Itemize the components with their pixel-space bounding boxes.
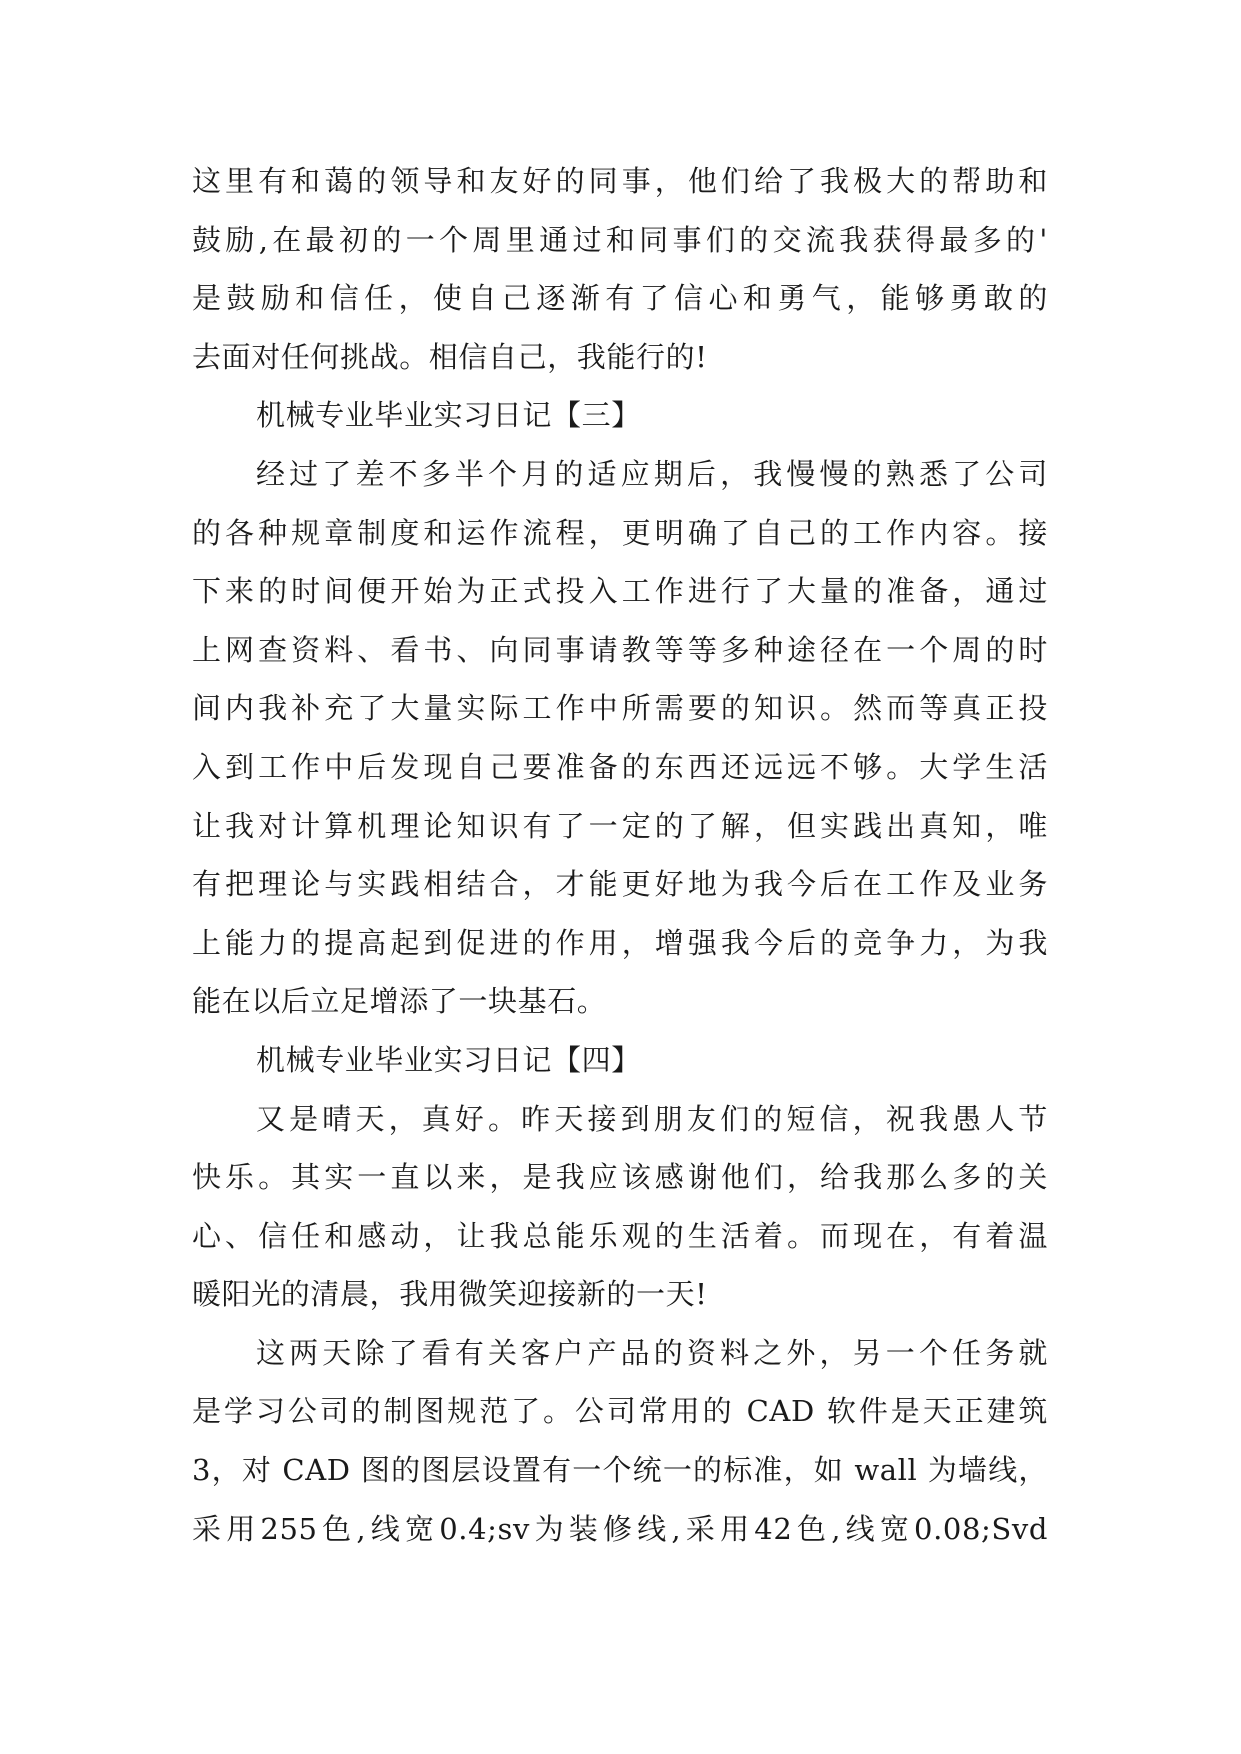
text-line: 暖阳光的清晨，我用微笑迎接新的一天!	[192, 1277, 708, 1312]
text-line: 去面对任何挑战。相信自己，我能行的!	[192, 339, 708, 374]
document-body	[192, 152, 1048, 1558]
text-line: 又是晴天，真好。昨天接到朋友们的短信，祝我愚人节	[256, 1101, 1048, 1136]
text-line: 上网查资料、看书、向同事请教等等多种途径在一个周的时	[192, 632, 1048, 667]
text-line: 的各种规章制度和运作流程，更明确了自己的工作内容。接	[192, 515, 1048, 550]
text-line: 快乐。其实一直以来，是我应该感谢他们，给我那么多的关	[192, 1160, 1048, 1195]
text-line: 这两天除了看有关客户产品的资料之外，另一个任务就	[256, 1335, 1048, 1370]
text-line: 入到工作中后发现自己要准备的东西还远远不够。大学生活	[192, 749, 1048, 784]
text-line: 采用255色,线宽0.4;sv为装修线,采用42色,线宽0.08;Svd	[192, 1511, 1048, 1546]
text-line: 3，对 CAD 图的图层设置有一个统一的标准，如 wall 为墙线，	[192, 1453, 1048, 1488]
text-line: 经过了差不多半个月的适应期后，我慢慢的熟悉了公司	[256, 456, 1048, 491]
text-line: 是鼓励和信任，使自己逐渐有了信心和勇气，能够勇敢的	[192, 281, 1048, 316]
text-line: 能在以后立足增添了一块基石。	[192, 984, 607, 1019]
text-line: 有把理论与实践相结合，才能更好地为我今后在工作及业务	[192, 867, 1048, 902]
text-line: 上能力的提高起到促进的作用，增强我今后的竞争力，为我	[192, 925, 1048, 960]
text-line: 这里有和蔼的领导和友好的同事，他们给了我极大的帮助和	[192, 164, 1048, 198]
text-line: 鼓励,在最初的一个周里通过和同事们的交流我获得最多的'	[192, 222, 1048, 257]
text-line: 下来的时间便开始为正式投入工作进行了大量的准备，通过	[192, 574, 1048, 609]
text-line: 让我对计算机理论知识有了一定的了解，但实践出真知，唯	[192, 808, 1048, 843]
section-heading: 机械专业毕业实习日记【三】	[256, 398, 641, 433]
text-line: 间内我补充了大量实际工作中所需要的知识。然而等真正投	[192, 691, 1048, 726]
text-line: 是学习公司的制图规范了。公司常用的 CAD 软件是天正建筑	[192, 1394, 1048, 1429]
text-line: 心、信任和感动，让我总能乐观的生活着。而现在，有着温	[192, 1218, 1048, 1253]
section-heading: 机械专业毕业实习日记【四】	[256, 1042, 641, 1077]
